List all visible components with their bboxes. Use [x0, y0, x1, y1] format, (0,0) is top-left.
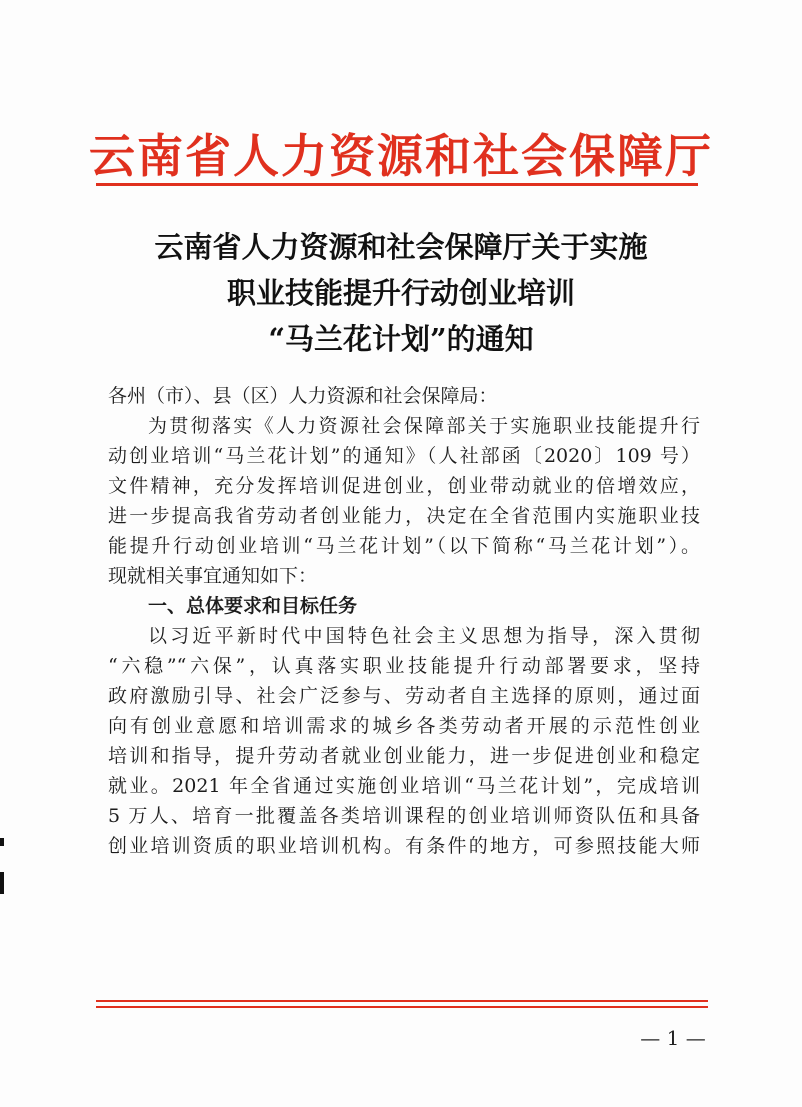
- footer-red-rule-upper: [96, 1000, 708, 1002]
- paragraph-2-line: “六稳”“六保”，认真落实职业技能提升行动部署要求，坚持: [108, 655, 700, 677]
- document-title: [0, 224, 802, 362]
- footer-red-rule-lower: [96, 1006, 708, 1008]
- paragraph-2-line: 创业培训资质的职业培训机构。有条件的地方，可参照技能大师: [108, 835, 700, 857]
- paragraph-2-line: 培训和指导，提升劳动者就业创业能力，进一步促进创业和稳定: [108, 745, 700, 767]
- paragraph-1-line: 能提升行动创业培训“马兰花计划”（以下简称“马兰花计划”）。: [108, 535, 700, 557]
- document-body: [108, 381, 700, 861]
- section-1-heading: 一、总体要求和目标任务: [148, 595, 358, 617]
- letterhead-red-rule: [96, 183, 698, 186]
- salutation: 各州（市）、县（区）人力资源和社会保障局：: [108, 385, 498, 407]
- paragraph-2-line: 政府激励引导、社会广泛参与、劳动者自主选择的原则，通过面: [108, 685, 700, 707]
- scan-edge-mark: [0, 838, 4, 846]
- agency-letterhead: 云南省人力资源和社会保障厅: [89, 129, 713, 183]
- scan-edge-mark: [0, 872, 4, 894]
- title-line-3: “马兰花计划”的通知: [268, 322, 534, 356]
- title-line-2: 职业技能提升行动创业培训: [226, 276, 575, 310]
- paragraph-1-line: 现就相关事宜通知如下：: [108, 565, 318, 587]
- title-line-1: 云南省人力资源和社会保障厅关于实施: [154, 230, 648, 264]
- paragraph-1-line: 文件精神，充分发挥培训促进创业，创业带动就业的倍增效应，: [108, 475, 700, 497]
- paragraph-2-line: 以习近平新时代中国特色社会主义思想为指导，深入贯彻: [148, 625, 700, 647]
- paragraph-1-line: 动创业培训“马兰花计划”的通知》（人社部函〔2020〕109 号）: [108, 445, 700, 467]
- page-number: — 1 —: [640, 1026, 706, 1050]
- paragraph-2-line: 向有创业意愿和培训需求的城乡各类劳动者开展的示范性创业: [108, 715, 700, 737]
- paragraph-1-line: 进一步提高我省劳动者创业能力，决定在全省范围内实施职业技: [108, 505, 700, 527]
- paragraph-1-line: 为贯彻落实《人力资源社会保障部关于实施职业技能提升行: [148, 415, 700, 437]
- paragraph-2-line: 5 万人、培育一批覆盖各类培训课程的创业培训师资队伍和具备: [108, 805, 700, 827]
- paragraph-2-line: 就业。2021 年全省通过实施创业培训“马兰花计划”，完成培训: [108, 775, 700, 797]
